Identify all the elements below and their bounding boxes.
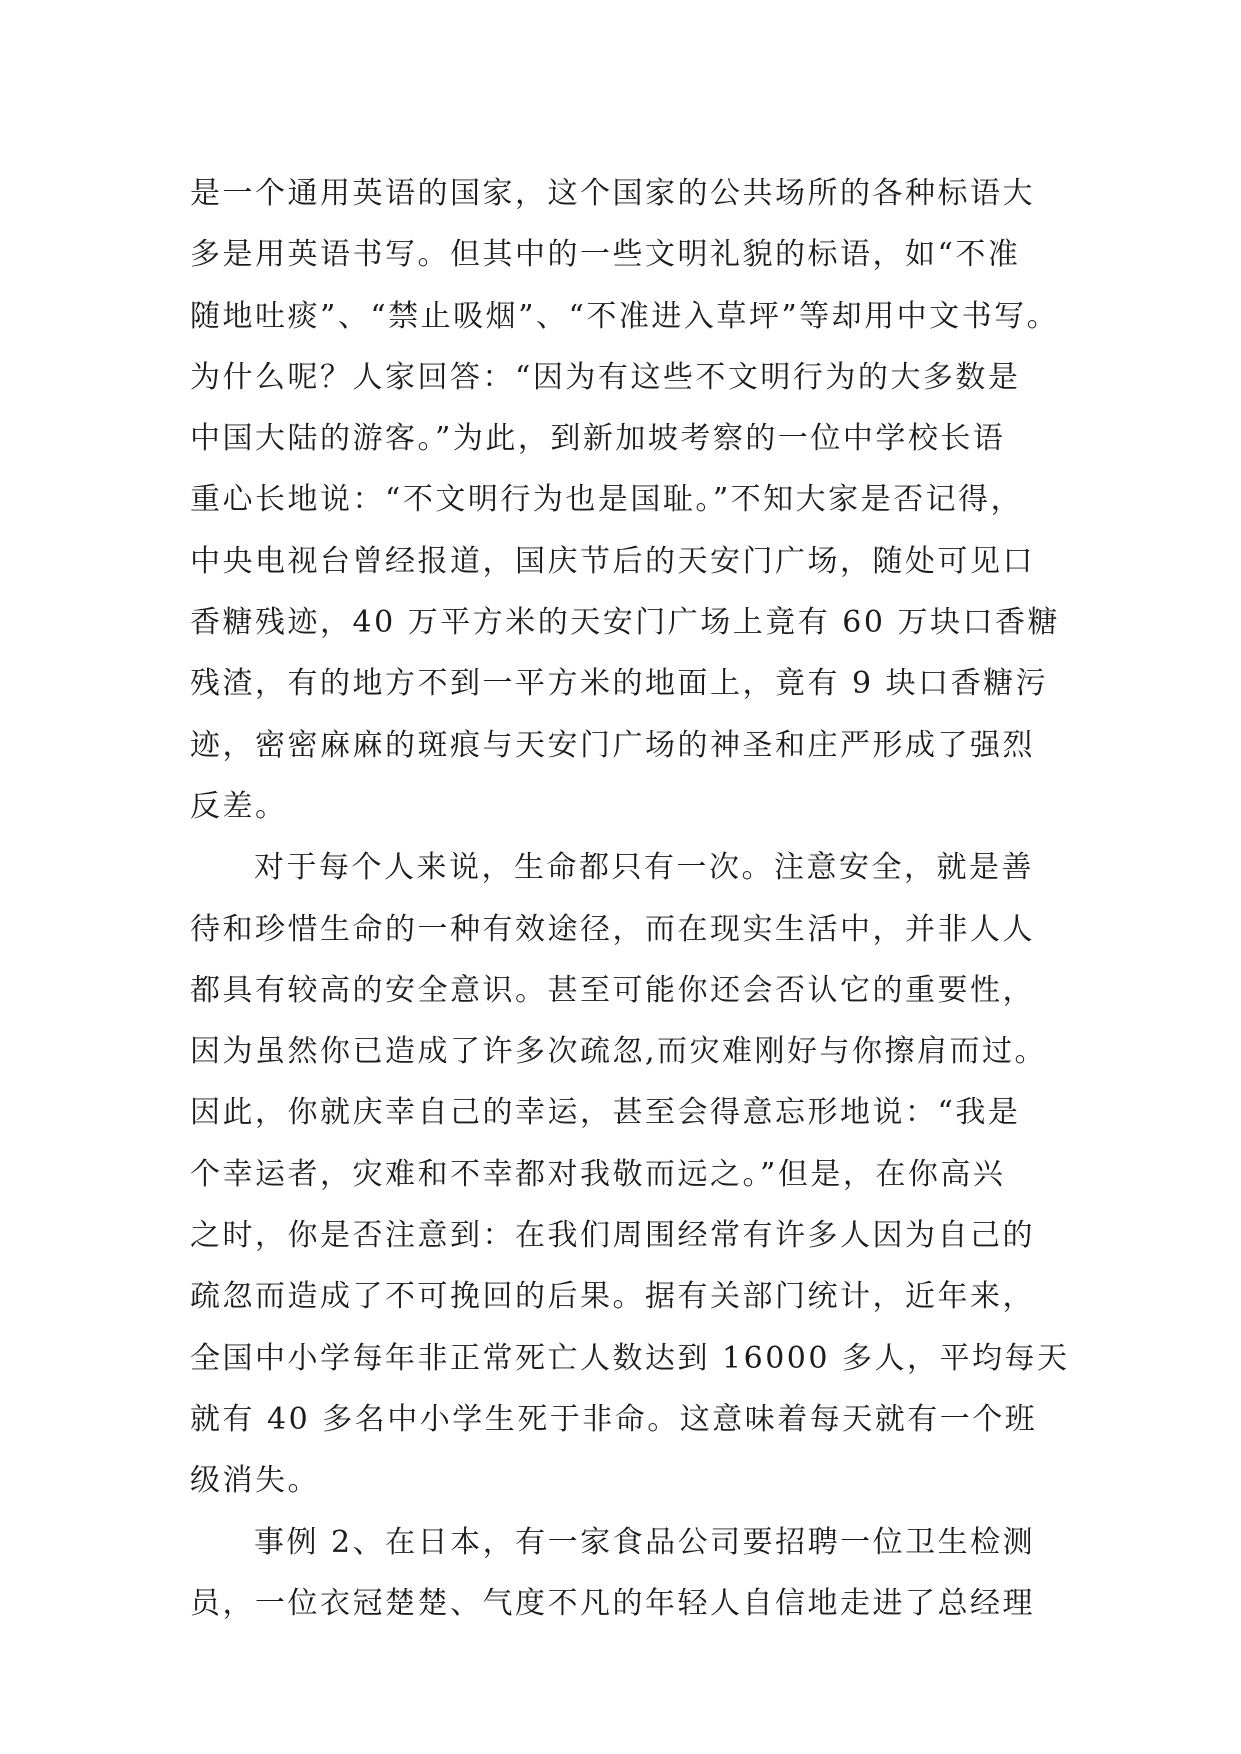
document-body (190, 163, 1070, 1634)
text-line: 事例 2、在日本，有一家食品公司要招聘一位卫生检测 (254, 1524, 1036, 1560)
text-line: 中国大陆的游客。”为此，到新加坡考察的一位中学校长语 (190, 421, 1006, 457)
text-line: 迹，密密麻麻的斑痕与天安门广场的神圣和庄严形成了强烈 (190, 727, 1035, 763)
paragraph-3 (190, 1512, 1060, 1635)
text-line: 对于每个人来说，生命都只有一次。注意安全，就是善 (254, 850, 1034, 886)
text-line: 因此，你就庆幸自己的幸运，甚至会得意忘形地说：“我是 (190, 1095, 1021, 1131)
text-line: 反差。 (190, 788, 288, 824)
text-line: 是一个通用英语的国家，这个国家的公共场所的各种标语大 (190, 176, 1035, 211)
text-line: 之时，你是否注意到：在我们周围经常有许多人因为自己的 (190, 1218, 1035, 1254)
text-line: 级消失。 (190, 1463, 320, 1499)
text-line: 待和珍惜生命的一种有效途径，而在现实生活中，并非人人 (190, 911, 1035, 947)
text-line: 个幸运者，灾难和不幸都对我敬而远之。”但是，在你高兴 (190, 1156, 1006, 1192)
text-line: 因为虽然你已造成了许多次疏忽,而灾难刚好与你擦肩而过。 (190, 1034, 1048, 1070)
text-line: 就有 40 多名中小学生死于非命。这意味着每天就有一个班 (190, 1401, 1038, 1437)
text-line: 都具有较高的安全意识。甚至可能你还会否认它的重要性， (190, 972, 1035, 1008)
paragraph-2 (190, 837, 1070, 1511)
text-line: 员，一位衣冠楚楚、气度不凡的年轻人自信地走进了总经理 (190, 1585, 1035, 1621)
text-line: 重心长地说：“不文明行为也是国耻。”不知大家是否记得， (190, 482, 1024, 518)
text-line: 疏忽而造成了不可挽回的后果。据有关部门统计，近年来， (190, 1279, 1035, 1315)
text-line: 为什么呢？人家回答：“因为有这些不文明行为的大多数是 (190, 359, 1021, 395)
paragraph-1 (190, 163, 1060, 837)
text-line: 随地吐痰”、“禁止吸烟”、“不准进入草坪”等却用中文书写。 (190, 298, 1060, 334)
text-line: 全国中小学每年非正常死亡人数达到 16000 多人，平均每天 (190, 1340, 1070, 1376)
text-line: 多是用英语书写。但其中的一些文明礼貌的标语，如“不准 (190, 237, 1021, 273)
text-line: 残渣，有的地方不到一平方米的地面上，竟有 9 块口香糖污 (190, 666, 1049, 702)
text-line: 香糖残迹，40 万平方米的天安门广场上竟有 60 万块口香糖 (190, 605, 1060, 641)
text-line: 中央电视台曾经报道，国庆节后的天安门广场，随处可见口 (190, 543, 1035, 579)
